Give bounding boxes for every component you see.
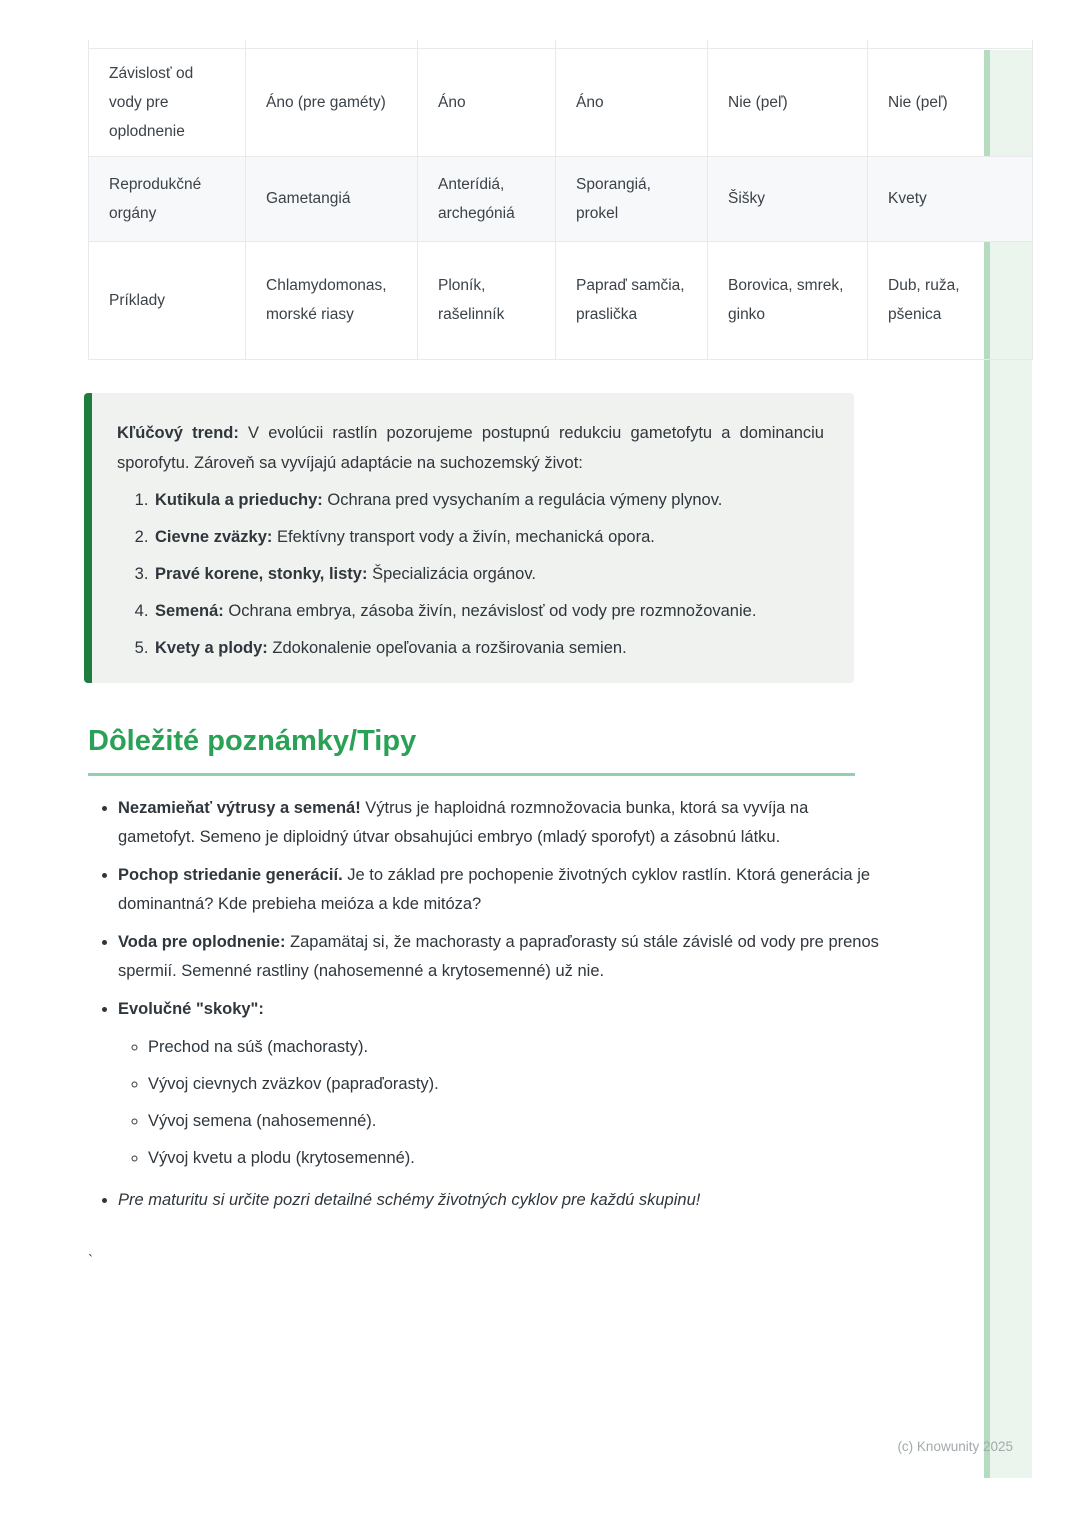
table-cell: Chlamydomonas, morské riasy (246, 241, 418, 359)
tips-list (88, 794, 880, 1215)
list-item: 2. Cievne zväzky: Efektívny transport vody a živín, mechanická opora. (153, 522, 824, 552)
list-item: • Nezamieňať výtrusy a semená! Výtrus je haploidná rozmnožovacia bunka, ktorá sa vyvíja na gametofyt. Semeno je diploidný útvar obsahujúci embryo (mladý sporofyt) a zásobnú látku. (118, 794, 880, 852)
list-item: 3. Pravé korene, stonky, listy: Špecializácia orgánov. (153, 559, 824, 589)
table-cell: Nie (peľ) (708, 48, 868, 156)
table-cell: Papraď samčia, praslička (556, 241, 708, 359)
list-item: ◦ Vývoj kvetu a plodu (krytosemenné). (148, 1144, 880, 1173)
list-item: ◦ Prechod na súš (machorasty). (148, 1033, 880, 1062)
list-item: • Pochop striedanie generácií. Je to základ pre pochopenie životných cyklov rastlín. Ktorá generácia je dominantná? Kde prebieha meióza a kde mitóza? (118, 861, 880, 919)
table-cell: Gametangiá (246, 156, 418, 241)
adaptation-list (117, 485, 824, 663)
list-item: 5. Kvety a plody: Zdokonalenie opeľovania a rozširovania semien. (153, 633, 824, 663)
comparison-table (88, 40, 1032, 360)
key-trend-lead: Kľúčový trend: (117, 424, 239, 442)
list-item: • Voda pre oplodnenie: Zapamätaj si, že machorasty a papraďorasty sú stále závislé od vody pre prenos spermií. Semenné rastliny (nahosemenné a krytosemenné) už nie. (118, 928, 880, 986)
table-cell: Áno (pre gaméty) (246, 48, 418, 156)
table-cell: Ploník, rašelinník (418, 241, 556, 359)
key-trend-text: V evolúcii rastlín pozorujeme postupnú redukciu gametofytu a dominanciu sporofytu. Zároveň sa vyvíjajú adaptácie na suchozemský život: (117, 424, 824, 472)
copyright-notice: (c) Knowunity 2025 (897, 1439, 1013, 1454)
table-row (89, 156, 1033, 241)
evolution-steps-list (118, 1033, 880, 1173)
table-row-label: Závislosť od vody pre oplodnenie (89, 48, 246, 156)
tips-section (88, 794, 880, 1224)
table-row-label: Príklady (89, 241, 246, 359)
list-item: ◦ Vývoj semena (nahosemenné). (148, 1107, 880, 1136)
table-cell: Anterídiá, archegóniá (418, 156, 556, 241)
list-item: 4. Semená: Ochrana embrya, zásoba živín, nezávislosť od vody pre rozmnožovanie. (153, 596, 824, 626)
maturita-note: • Pre maturitu si určite pozri detailné schémy životných cyklov pre každú skupinu! (118, 1186, 880, 1215)
table-cell: Áno (556, 48, 708, 156)
table-row (89, 48, 1033, 156)
key-trend-callout (84, 393, 854, 683)
key-trend-intro (117, 418, 824, 478)
table-cell: Borovica, smrek, ginko (708, 241, 868, 359)
table-cell: Dub, ruža, pšenica (868, 241, 1033, 359)
table-cell: Sporangiá, prokel (556, 156, 708, 241)
table-cell: Nie (peľ) (868, 48, 1033, 156)
table-row-label: Reprodukčné orgány (89, 156, 246, 241)
list-item: • Evolučné "skoky": ◦ Prechod na súš (machorasty). ◦ Vývoj cievnych zväzkov (papraďorasty). ◦ Vývoj semena (nahosemenné). ◦ Vývoj kvetu a plodu (krytosemenné). (118, 995, 880, 1173)
page-title: Dôležité poznámky/Tipy (88, 724, 855, 776)
table-row (89, 241, 1033, 359)
table-cell: Šišky (708, 156, 868, 241)
stray-backtick: ` (88, 1252, 93, 1269)
table-cell: Áno (418, 48, 556, 156)
list-item: ◦ Vývoj cievnych zväzkov (papraďorasty). (148, 1070, 880, 1099)
table-cell: Kvety (868, 156, 1033, 241)
table-row-cutoff (89, 40, 1033, 48)
list-item: 1. Kutikula a prieduchy: Ochrana pred vysychaním a regulácia výmeny plynov. (153, 485, 824, 515)
